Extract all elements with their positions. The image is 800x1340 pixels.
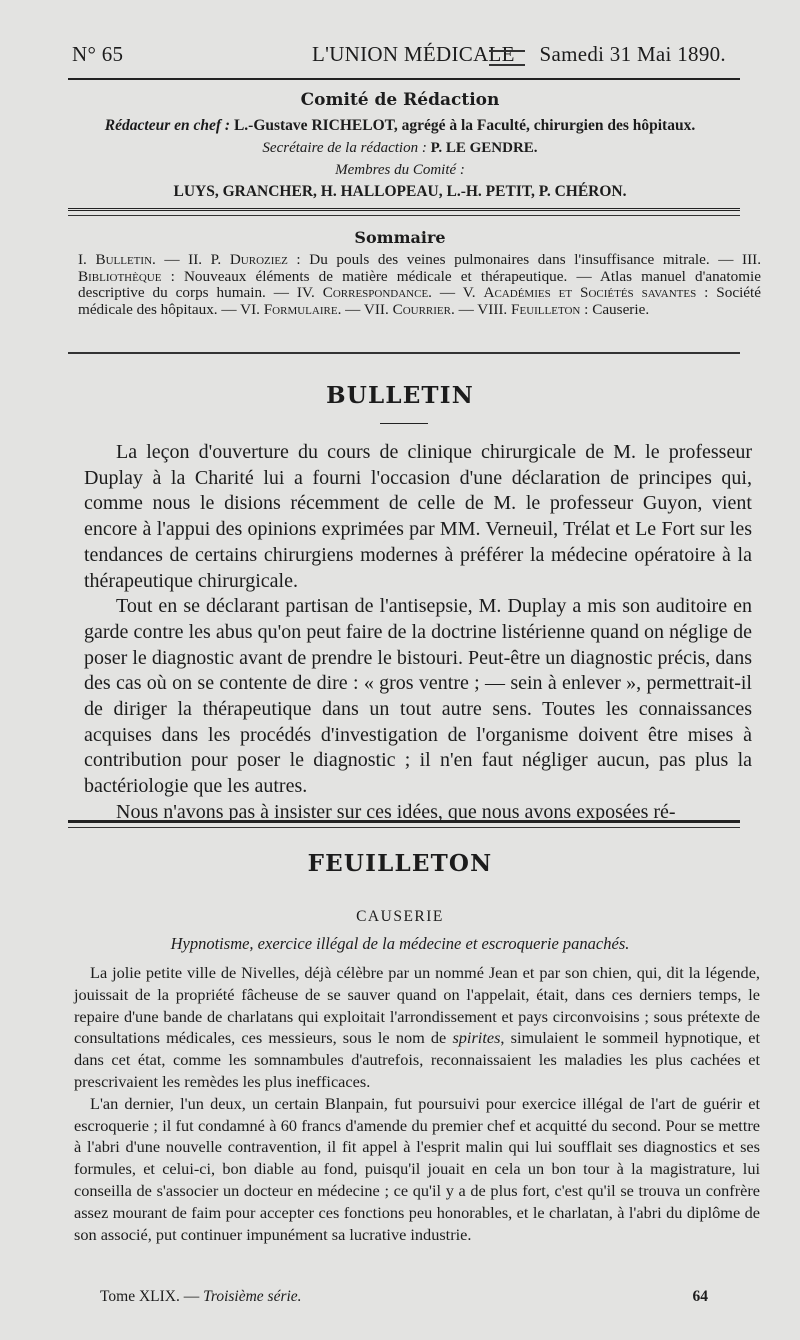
sommaire-part: — VIII. <box>454 300 512 318</box>
journal-title: L'UNION MÉDICALE <box>312 42 515 66</box>
causerie-heading: CAUSERIE <box>356 908 444 925</box>
feuilleton-body <box>74 962 760 1245</box>
sommaire-heading: Duroziez <box>229 251 288 268</box>
secretaire-line <box>60 140 740 157</box>
serie-label: Troisième série. <box>203 1288 302 1305</box>
feuilleton-emphasis: spirites <box>452 1028 501 1048</box>
sommaire-part: : Nouveaux éléments de matière médicale et thérapeutique. — Atlas manuel d'anatomie descriptive du corps humain. — IV. <box>78 267 761 302</box>
bulletin-paragraph: Tout en se déclarant partisan de l'antisepsie, M. Duplay a mis son auditoire en garde contre les abus qu'on peut faire de la doctrine listérienne quand on néglige de poser le diagnostic avant de prendre le bistouri. Peut-être un diagnostic précis, dans des cas où on se contente de dire : « gros ventre ; — sein à enlever », permettrait-il de diriger la thérapeutique dans un tout autre sens. Toutes les connaissances acquises dans les procédés d'investigation de l'organisme doivent être mises à contribution pour poser le diagnostic ; il n'en faut négliger aucun, pas plus la bactériologie que les autres. <box>84 595 752 798</box>
sommaire-part: — V. <box>431 284 484 302</box>
sommaire-heading: Bibliothèque <box>78 267 162 285</box>
page-header <box>72 42 726 76</box>
sommaire-heading: Feuilleton <box>511 300 581 318</box>
sommaire-heading: Bulletin. <box>95 251 156 268</box>
membres-names: LUYS, GRANCHER, H. HALLOPEAU, L.-H. PETIT, P. CHÉRON. <box>173 183 627 200</box>
sommaire-heading: Formulaire. <box>263 300 342 318</box>
bulletin-paragraph: La leçon d'ouverture du cours de clinique chirurgicale de M. le professeur Duplay à la Charité lui a fourni l'occasion d'une déclaration de principes qui, comme nous le disions récemment de celle de M. le professeur Guyon, vient encore à l'appui des opinions exprimées par MM. Verneuil, Trélat et Le Fort sur les tendances de certains chirurgiens modernes à préférer la médecine opératoire à la thérapeutique chirurgicale. <box>84 441 752 592</box>
membres-label: Membres du Comité : <box>335 162 465 178</box>
sommaire-part: — VII. <box>341 300 393 318</box>
feuilleton-subtitle: Hypnotisme, exercice illégal de la médecine et escroquerie panachés. <box>170 934 630 953</box>
feuilleton-paragraph <box>74 962 760 1093</box>
secretaire-name: P. LE GENDRE. <box>430 140 538 156</box>
redacteur-label: Rédacteur en chef : <box>104 117 231 134</box>
feuilleton-rule-thin <box>68 827 740 828</box>
feuilleton-text: , simulaient le sommeil hypnotique, et dans cet état, comme les somnambules d'autrefois, reconnaissaient les maladies les plus cachées et prescrivaient les remèdes les plus inefficaces. <box>74 1028 761 1091</box>
sommaire-rule <box>68 352 740 354</box>
sommaire-heading: Correspondance. <box>322 284 432 302</box>
sommaire-heading: Académies et Sociétés savantes <box>483 284 697 302</box>
secretaire-label: Secrétaire de la rédaction : <box>262 140 427 156</box>
sommaire-part: : Du pouls des veines pulmonaires dans l'insuffisance mitrale. — III. <box>287 251 761 268</box>
comite-title: Comité de Rédaction <box>300 90 500 110</box>
redacteur-line <box>60 117 740 135</box>
feuilleton-title: FEUILLETON <box>307 850 493 877</box>
comite-rule <box>68 208 740 211</box>
comite-rule-thin <box>68 215 740 216</box>
feuilleton-rule <box>68 820 740 823</box>
tome-info <box>100 1288 302 1306</box>
issue-date: Samedi 31 Mai 1890. <box>539 42 726 66</box>
sommaire-part: : Société médicale des hôpitaux. — VI. <box>78 284 761 318</box>
bulletin-body <box>84 440 752 826</box>
bulletin-title-rule <box>380 423 428 424</box>
feuilleton-text: La jolie petite ville de Nivelles, déjà célèbre par un nommé Jean et par son chien, qui, dit la légende, jouissait de la propriété fâcheuse de se sauver quand on l'appelait, était, dans ces derniers temps, le repaire d'une bande de charlatans qui exploitait l'arrondissement et pays circonvoisins ; sous prétexte de consultations médicales, ces messieurs, sous le nom de <box>74 963 760 1048</box>
issue-number: N° 65 <box>72 42 124 66</box>
sommaire-text <box>78 252 761 318</box>
ornament-icon <box>489 50 525 66</box>
bulletin-title: BULLETIN <box>326 382 474 409</box>
tome-label: Tome XLIX. — <box>100 1288 200 1305</box>
sommaire-heading: Courrier. <box>392 300 455 318</box>
bulletin-paragraph: Nous n'avons pas à insister sur ces idées, que nous avons exposées ré- <box>116 800 676 823</box>
feuilleton-paragraph: L'an dernier, l'un deux, un certain Blanpain, fut poursuivi pour exercice illégal de l'art de guérir et escroquerie ; il fut condamné à 60 francs d'amende du premier chef et acquitté du second. Pour se mettre à l'abri d'une nouvelle contravention, il fit appel à l'esprit malin qui lui soufflait ses diagnostics et ses formules, et celui-ci, bon diable au fond, puisqu'il jouait en cela un bon tour à la magistrature, lui conseilla de s'associer un docteur en médecine ; ce qu'il y a de plus fort, c'est qu'il se trouva un confrère assez mourant de faim pour accepter ces fonctions peu honorables, et le charlatan, à l'abri du diplôme de son associé, put continuer impunément sa lucrative industrie. <box>74 1093 760 1244</box>
sommaire-title: Sommaire <box>354 228 446 247</box>
page-number: 64 <box>692 1288 708 1305</box>
sommaire-part: : Causerie. <box>580 300 650 318</box>
sommaire-part: I. <box>78 251 96 268</box>
header-rule <box>68 78 740 80</box>
sommaire-part: — II. P. <box>155 251 230 268</box>
redacteur-text: L.-Gustave RICHELOT, agrégé à la Faculté, chirurgien des hôpitaux. <box>233 117 696 134</box>
